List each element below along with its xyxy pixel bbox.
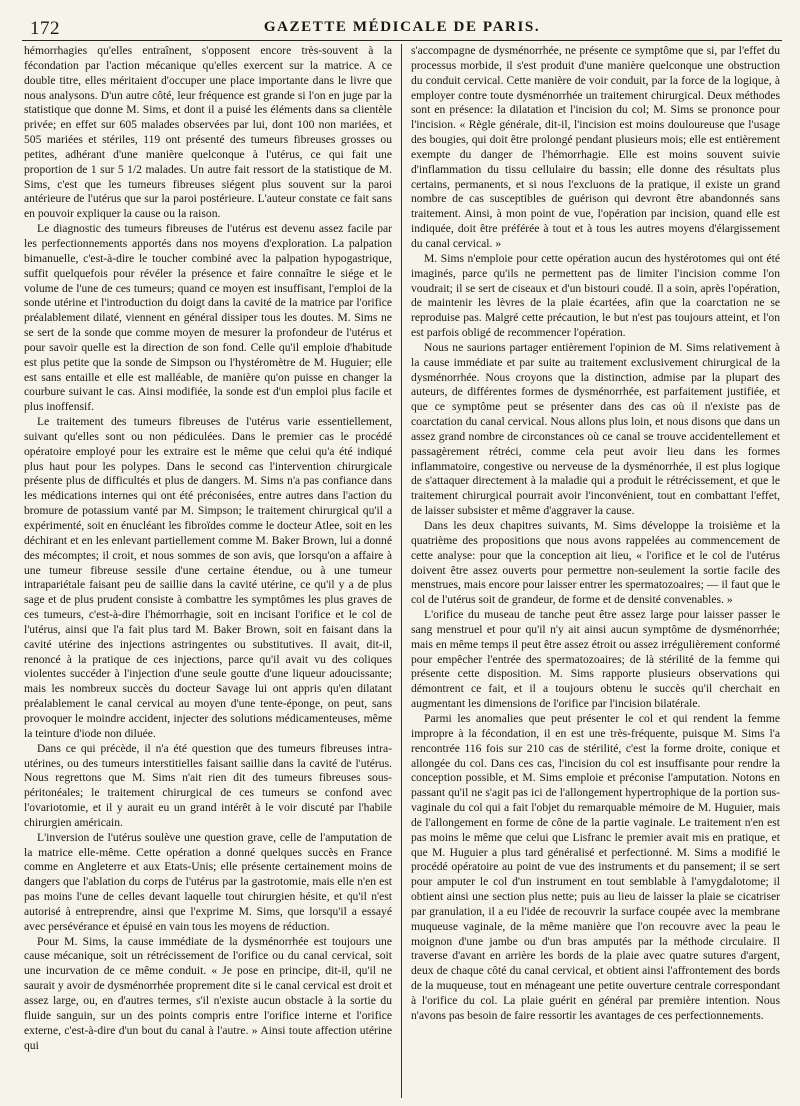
right-column xyxy=(402,44,782,1098)
paragraph: s'accompagne de dysménorrhée, ne présente ce symptôme que si, par l'effet du processus morbide, il s'est produit d'une manière quelconque une obstruction du conduit cervical. Cette manière de voir conduit, par la force de la logique, à employer contre toute dysménorrhée un traitement chirurgical. Deux méthodes sont en présence: la dilatation et l'incision du col; M. Sims se prononce pour l'incision. « Règle générale, dit-il, l'incision est moins douloureuse que l'usage des bougies, qui doit être prolongé pendant plusieurs mois; elle est entièrement exempte du danger de l'hémorrhagie. Elle est moins souvent suivie d'inflammation du tissu cellulaire du bassin; elle donne des résultats plus certains, permanents, et si nous l'excluons de la pratique, il existe un grand nombre de cas susceptibles de guérison qui devront être abandonnés sans traitement. Ainsi, à mon point de vue, l'opération par incision, quand elle est indiquée, doit être préférée à tout et à tous les autres moyens d'élargissement du canal cervical. » xyxy=(411,44,780,250)
paragraph: Le diagnostic des tumeurs fibreuses de l'utérus est devenu assez facile par les perfectionnements apportés dans nos moyens d'exploration. La palpation bimanuelle, c'est-à-dire le toucher combiné avec la palpation hypogastrique, suffit quelquefois pour révéler la présence et faire connaître le siége et le volume de l'une de ces tumeurs; quand ce moyen est insuffisant, l'emploi de la sonde utérine et l'introduction du doigt dans la cavité de la matrice par l'orifice préalablement dilaté, viennent en général dissiper tous les doutes. M. Sims ne se sert de la sonde que comme moyen de mesurer la profondeur de l'utérus et pour savoir quelle est la direction de son fond. Celle qu'il emploie d'habitude est plus petite que la sonde de Simpson ou l'hystéromètre de M. Huguier; elle est sans entaille et elle est malléable, de manière qu'on puisse en changer la courbure suivant le cas. Ainsi modifiée, la sonde est d'un emploi plus facile et plus inoffensif. xyxy=(24,222,392,414)
paragraph: Le traitement des tumeurs fibreuses de l'utérus varie essentiellement, suivant qu'elles sont ou non pédiculées. Dans le premier cas le procédé opératoire employé pour les extraire est le même que celui qu'a été indiqué plus haut pour les polypes. Dans le second cas l'intervention chirurgicale présente plus de difficultés et plus de dangers. M. Sims n'a pas confiance dans les médications internes qui ont été préconisées, entre autres dans l'action du bromure de potassium vanté par M. Simpson; le traitement chirurgical qu'il a expérimenté, soit en énucléant les fibroïdes comme le docteur Atlee, soit en les déchirant et en les enlevant partiellement comme M. Baker Brown, lui a donné des mécomptes; il croit, et nous sommes de son avis, que lorsqu'on a affaire à une tumeur fibreuse sessile d'une certaine étendue, ou à une tumeur intrapariétale faisant peu de saillie dans la cavité utérine, ce qu'il y a de plus sage et de plus prudent consiste à combattre les symptômes les plus graves de ces tumeurs, c'est-à-dire l'hémorrhagie, soit en incisant l'orifice et le col de l'utérus, ainsi que l'a fait plus tard M. Baker Brown, soit en faisant dans la cavité utérine des injections astringentes ou substitutives. Il avait, dit-il, renoncé à la pratique de ces injections, parce qu'il avait vu des coliques violentes succéder à l'injection d'une seule goutte d'une liqueur adoucissante; mais les nombreux succès du docteur Savage lui ont appris qu'en dilatant préalablement le canal cervical au moyen d'une tente-éponge, on peut, sans provoquer le moindre accident, injecter des solutions médicamenteuses, même la teinture d'iode non diluée. xyxy=(24,415,392,740)
paragraph: hémorrhagies qu'elles entraînent, s'opposent encore très-souvent à la fécondation par l'action mécanique qu'elles exercent sur la matrice. A ce double titre, elles méritaient d'occuper une place importante dans le livre que nous analysons. D'un autre côté, leur fréquence est grande si l'on en juge par la statistique que donne M. Sims, et dont il a puisé les éléments dans sa clientèle privée; en effet sur 605 malades observées par lui, dont 100 non mariées, et 505 mariées et stériles, 119 ont présenté des tumeurs fibreuses grosses ou petites, adhérant d'une manière quelconque à l'utérus, ce qui fait une proportion de 1 sur 5 1/2 malades. Un autre fait ressort de la statistique de M. Sims, c'est que les tumeurs fibreuses siégent plus souvent sur la paroi antérieure de l'utérus que sur la paroi postérieure. L'auteur constate ce fait sans en pouvoir expliquer la cause ou la raison. xyxy=(24,44,392,221)
journal-title: GAZETTE MÉDICALE DE PARIS. xyxy=(263,19,541,35)
page-header xyxy=(22,14,782,41)
paragraph: L'inversion de l'utérus soulève une question grave, celle de l'amputation de la matrice elle-même. Cette opération a donné quelques succès en France comme en Angleterre et aux Etats-Unis; elle présente certainement moins de dangers que l'ablation du corps de l'utérus par la gastrotomie, mais elle n'en est pas moins l'une de celles devant laquelle tout chirurgien hésite, et qu'il n'est autorisé à entreprendre, ainsi que l'exprime M. Sims, que lorsqu'il a essayé avec persévérance et épuisé en vain tous les moyens de réduction. xyxy=(24,830,392,933)
left-column xyxy=(22,44,402,1098)
paragraph: Parmi les anomalies que peut présenter le col et qui rendent la femme impropre à la fécondation, il en est une très-fréquente, puisque M. Sims l'a rencontrée 116 fois sur 210 cas de stérilité, c'est la forme droite, conique et allongée du col. Dans ces cas, l'incision du col est insuffisante pour rendre la conception possible, et M. Sims emploie et préconise l'amputation. Notons en passant qu'il ne s'agit pas ici de l'allongement hypertrophique de la portion sus-vaginale du col qui a fait l'objet du remarquable mémoire de M. Huguier, mais de l'allongement en forme de cône de la partie vaginale. Le traitement n'en est pas moins le même que celui que Lisfranc le premier avait mis en pratique, et que M. Huguier a plus tard généralisé et perfectionné. M. Sims a modifié le procédé opératoire au point de vue des instruments et du pansement; il se sert pour amputer le col d'un instrument en tout semblable à l'amygdalotome; il obtient ainsi une section plus nette; puis au lieu de laisser la plaie se cicatriser par granulation, il a eu l'idée de recouvrir la surface coupée avec la membrane muqueuse vaginale, de la même manière que l'on recouvre avec la peau le moignon d'une jambe ou d'un bras amputés par la méthode circulaire. Il traverse d'avant en arrière les bords de la plaie avec quatre sutures d'argent, deux de chaque côté du canal cervical, et obtient ainsi l'affrontement des bords de la muqueuse, tout en ménageant une petite ouverture centrale correspondant à l'orifice du col. La plaie guérit en général par première intention. Nous n'avons pas besoin de faire ressortir les avantages de ces perfectionnements. xyxy=(411,711,780,1022)
page-number: 172 xyxy=(30,18,60,39)
paragraph: Dans ce qui précède, il n'a été question que des tumeurs fibreuses intra-utérines, ou des tumeurs interstitielles faisant saillie dans la cavité de l'utérus. Nous regrettons que M. Sims n'ait rien dit des tumeurs fibreuses sous-péritonéales; le traitement chirurgical de ces tumeurs se confond avec l'ovariotomie, et il y aurait eu un grand intérêt à le voir discuté par l'habile chirurgien américain. xyxy=(24,741,392,829)
paragraph: Nous ne saurions partager entièrement l'opinion de M. Sims relativement à la cause immédiate et par suite au traitement exclusivement chirurgical de la dysménorrhée. Nous croyons que la distinction, admise par la plupart des auteurs, de différentes formes de dysménorrhée, est parfaitement justifiée, et que ce symptôme peut se présenter dans des cas où il n'existe pas de coarctation du canal cervical. Nous allons plus loin, et nous disons que dans un assez grand nombre de circonstances où ce canal se trouve accidentellement et passagèrement rétréci, comme cela peut avoir lieu dans les formes inflammatoire, congestive ou nerveuse de la dysménorrhée, il est plus logique de s'attaquer directement à la maladie qui a produit le rétrécissement, et que le traitement chirurgical pourrait avoir l'inconvénient, tout en combattant l'effet, de laisser subsister et même d'aggraver la cause. xyxy=(411,340,780,518)
paragraph: M. Sims n'emploie pour cette opération aucun des hystérotomes qui ont été imaginés, parce qu'ils ne permettent pas de limiter l'incision comme l'on voudrait; il se sert de ciseaux et d'un bistouri coudé. Il a soin, après l'opération, de maintenir les lèvres de la plaie écartées, afin que la coarctation ne se reproduise pas. Malgré cette précaution, le but n'est pas toujours atteint, et l'on est parfois obligé de recommencer l'opération. xyxy=(411,251,780,340)
paragraph: L'orifice du museau de tanche peut être assez large pour laisser passer le sang menstruel et pour qu'il n'y ait ainsi aucun symptôme de dysménorrhée; mais en même temps il peut être assez étroit ou assez irrégulièrement conformé pour empêcher l'entrée des spermatozoaires; de là stérilité de la femme qui présente cette disposition. M. Sims rapporte plusieurs observations qui démontrent ce fait, et il a toujours obtenu le succès qu'il cherchait en augmentant les dimensions de l'orifice par l'incision bilatérale. xyxy=(411,608,780,711)
paragraph: Pour M. Sims, la cause immédiate de la dysménorrhée est toujours une cause mécanique, soit un rétrécissement de l'orifice ou du canal cervical, soit une incurvation de ce même conduit. « Je pose en principe, dit-il, qu'il ne saurait y avoir de dysménorrhée proprement dite si le canal cervical est droit et assez large, ou, en d'autres termes, s'il n'existe aucun obstacle à la sortie du fluide sanguin, sur un des points compris entre l'orifice interne et l'orifice externe, c'est-à-dire d'un bout du canal à l'autre. » Ainsi toute affection utérine qui xyxy=(24,934,392,1052)
article-columns xyxy=(22,44,782,1098)
paragraph: Dans les deux chapitres suivants, M. Sims développe la troisième et la quatrième des propositions que nous avons rappelées au commencement de cette analyse: pour que la conception ait lieu, « l'orifice et le col de l'utérus doivent être assez ouverts pour permettre non-seulement la sortie facile des menstrues, mais encore pour laisser entrer les spermatozoaires; — il faut que le col de l'utérus soit de grandeur, de forme et de densité convenables. » xyxy=(411,519,780,607)
